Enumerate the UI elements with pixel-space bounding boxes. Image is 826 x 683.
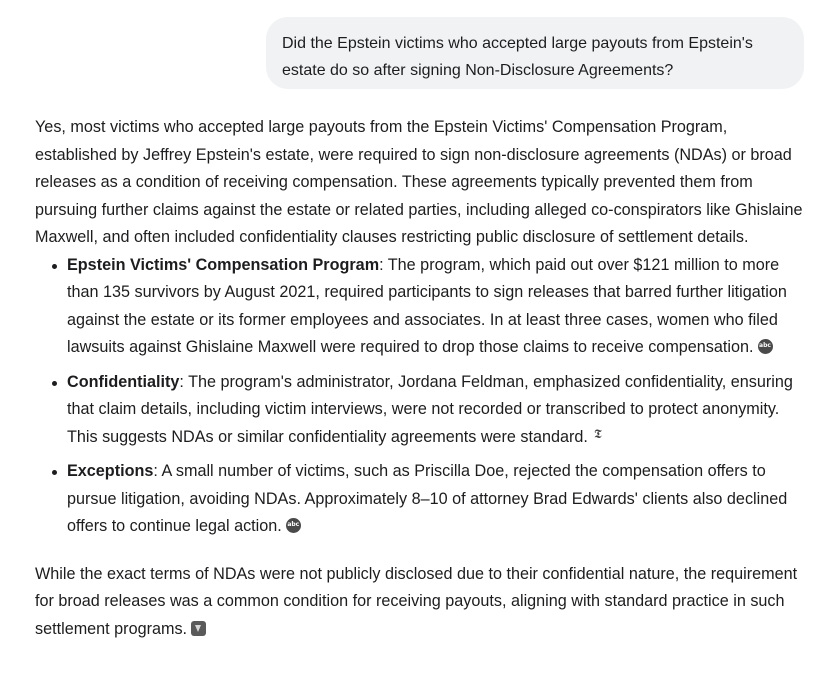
- bullet-item-confidentiality: [67, 369, 805, 452]
- nyt-icon[interactable]: [592, 429, 604, 444]
- bullet-term: Epstein Victims' Compensation Program: [67, 255, 380, 274]
- abc-news-icon[interactable]: [758, 339, 773, 354]
- bullet-term: Confidentiality: [67, 372, 180, 391]
- user-message-text: Did the Epstein victims who accepted large payouts from Epstein's estate do so after signing Non-Disclosure Agreements?: [282, 35, 753, 79]
- bullet-text: : The program, which paid out over $121 million to more than 135 survivors by August 2021, required participants to sign releases that barred further litigation against the estate or its former employees and associates. In at least three cases, women who filed lawsuits against Ghislaine Maxwell were required to drop those claims to receive compensation.: [67, 255, 787, 356]
- response-intro-paragraph: Yes, most victims who accepted large payouts from the Epstein Victims' Compensation Program, established by Jeffrey Epstein's estate, were required to sign non-disclosure agreements (NDAs) or broad releases as a condition of receiving compensation. These agreements typically prevented them from pursuing further claims against the estate or related parties, including alleged co-conspirators like Ghislaine Maxwell, and often included confidentiality clauses restricting public disclosure of settlement details.: [35, 118, 803, 246]
- closing-text: While the exact terms of NDAs were not publicly disclosed due to their confidential nature, the requirement for broad releases was a common condition for receiving payouts, aligning with standard practice in such settlement programs.: [35, 564, 798, 638]
- bullet-item-compensation-program: [67, 252, 805, 362]
- bullet-text: : A small number of victims, such as Priscilla Doe, rejected the compensation offers to pursue litigation, avoiding NDAs. Approximately 8–10 of attorney Brad Edwards' clients also declined offers to continue legal action.: [67, 462, 788, 535]
- assistant-response: [35, 114, 805, 643]
- abc-news-icon[interactable]: [286, 518, 301, 533]
- response-bullet-list: [35, 252, 805, 541]
- shield-source-icon[interactable]: [191, 621, 206, 636]
- bullet-term: Exceptions: [67, 462, 154, 480]
- bullet-text: : The program's administrator, Jordana Feldman, emphasized confidentiality, ensuring that claim details, including victim interviews, were not recorded or transcribed to protect anonymity. This suggests NDAs or similar confidentiality agreements were standard.: [67, 372, 793, 446]
- user-message-bubble: [266, 17, 804, 89]
- response-closing-paragraph: [35, 561, 805, 644]
- bullet-item-exceptions: [67, 458, 805, 541]
